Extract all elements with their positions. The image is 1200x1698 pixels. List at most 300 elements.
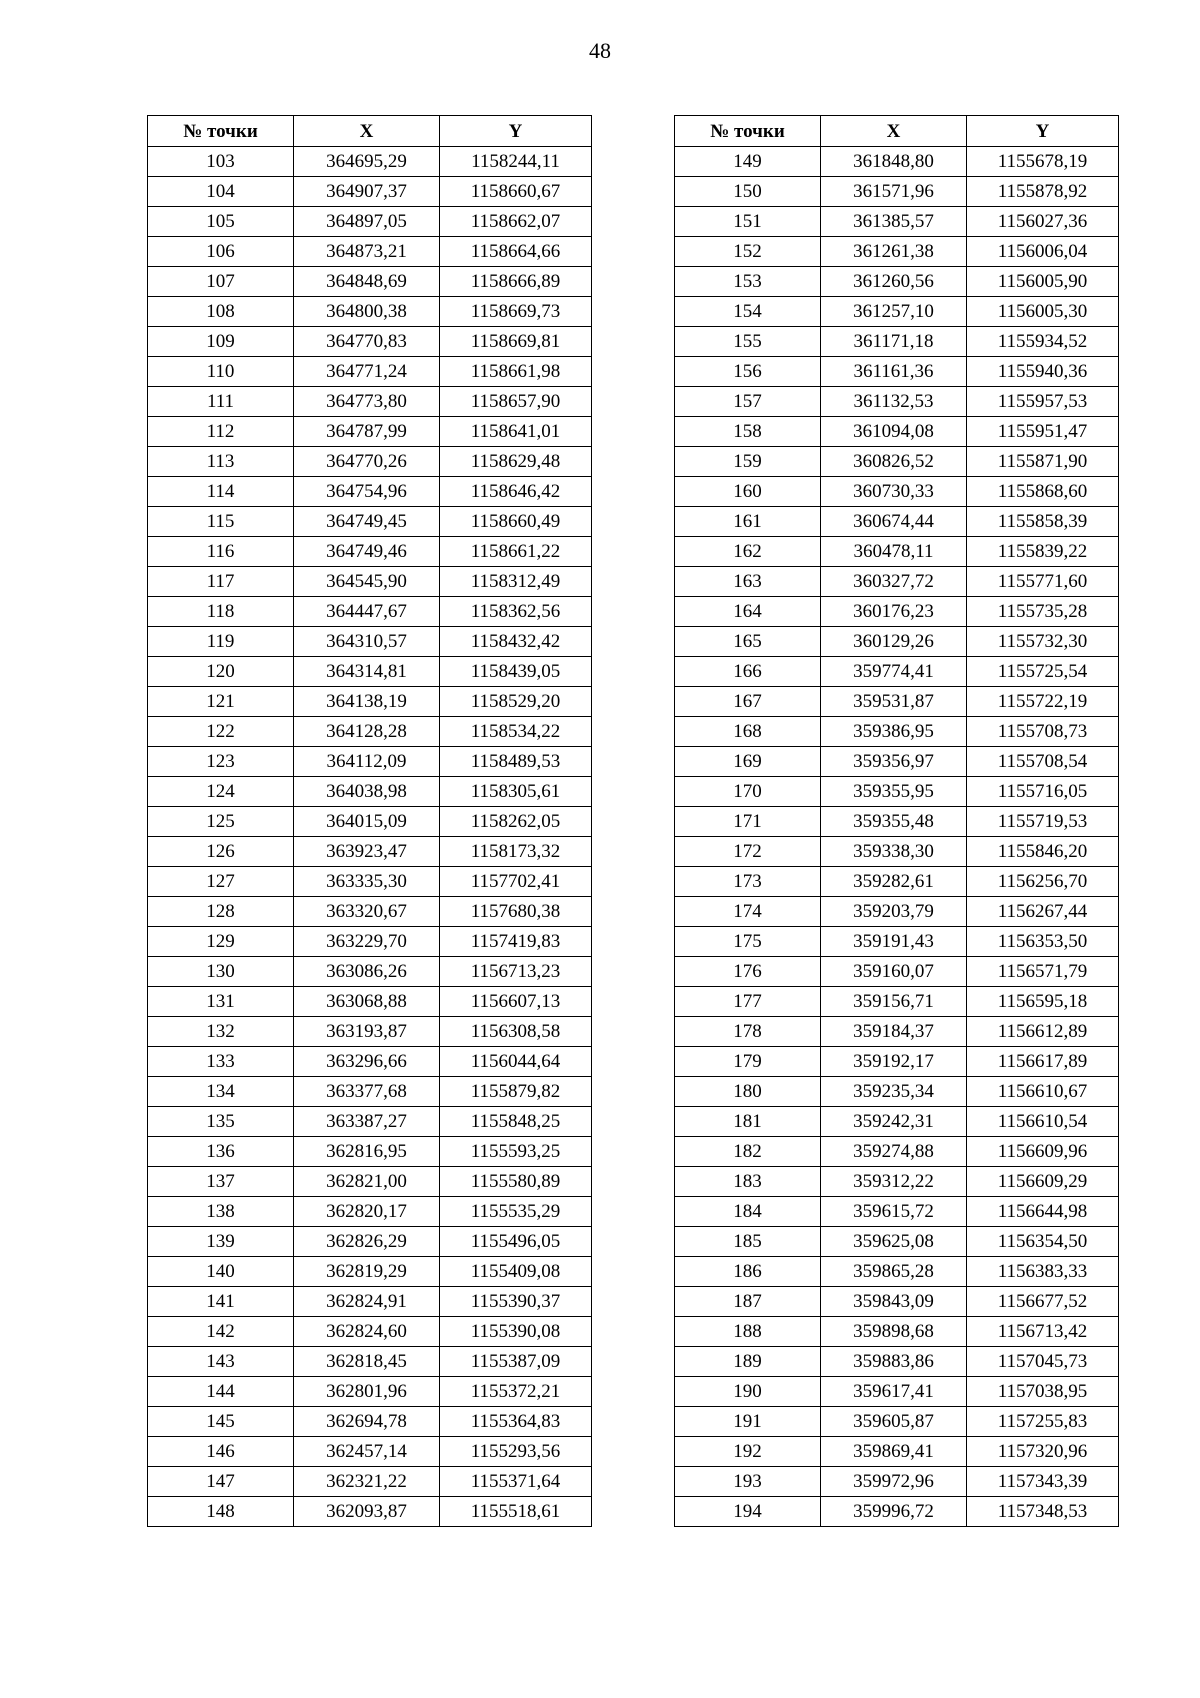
cell-point-number: 174	[675, 897, 821, 927]
cell-x: 360826,52	[821, 447, 967, 477]
header-y: Y	[440, 116, 592, 147]
cell-x: 360176,23	[821, 597, 967, 627]
cell-point-number: 106	[148, 237, 294, 267]
cell-y: 1158666,89	[440, 267, 592, 297]
cell-x: 360674,44	[821, 507, 967, 537]
cell-point-number: 139	[148, 1227, 294, 1257]
cell-x: 361257,10	[821, 297, 967, 327]
cell-y: 1156027,36	[967, 207, 1119, 237]
cell-y: 1155409,08	[440, 1257, 592, 1287]
cell-y: 1157702,41	[440, 867, 592, 897]
cell-x: 364695,29	[294, 147, 440, 177]
cell-x: 364770,26	[294, 447, 440, 477]
cell-x: 362816,95	[294, 1137, 440, 1167]
header-x: X	[821, 116, 967, 147]
cell-point-number: 146	[148, 1437, 294, 1467]
table-row	[675, 207, 1119, 237]
table-row	[675, 297, 1119, 327]
cell-y: 1158661,22	[440, 537, 592, 567]
cell-x: 363923,47	[294, 837, 440, 867]
cell-x: 362819,29	[294, 1257, 440, 1287]
cell-y: 1156713,23	[440, 957, 592, 987]
cell-x: 364545,90	[294, 567, 440, 597]
cell-point-number: 193	[675, 1467, 821, 1497]
cell-x: 361571,96	[821, 177, 967, 207]
cell-x: 364800,38	[294, 297, 440, 327]
table-body-right	[675, 147, 1119, 1527]
cell-point-number: 126	[148, 837, 294, 867]
coordinates-table-right	[674, 115, 1119, 1527]
table-row	[675, 1287, 1119, 1317]
cell-point-number: 173	[675, 867, 821, 897]
cell-x: 359625,08	[821, 1227, 967, 1257]
cell-y: 1156383,33	[967, 1257, 1119, 1287]
table-row	[148, 597, 592, 627]
cell-point-number: 130	[148, 957, 294, 987]
table-row	[148, 867, 592, 897]
cell-point-number: 112	[148, 417, 294, 447]
cell-y: 1157419,83	[440, 927, 592, 957]
cell-x: 359312,22	[821, 1167, 967, 1197]
cell-x: 362818,45	[294, 1347, 440, 1377]
cell-point-number: 133	[148, 1047, 294, 1077]
cell-x: 359356,97	[821, 747, 967, 777]
cell-y: 1155708,54	[967, 747, 1119, 777]
cell-x: 359605,87	[821, 1407, 967, 1437]
cell-x: 361132,53	[821, 387, 967, 417]
cell-x: 364314,81	[294, 657, 440, 687]
cell-y: 1158305,61	[440, 777, 592, 807]
cell-point-number: 143	[148, 1347, 294, 1377]
cell-point-number: 166	[675, 657, 821, 687]
cell-x: 363377,68	[294, 1077, 440, 1107]
table-row	[675, 1137, 1119, 1167]
cell-y: 1158312,49	[440, 567, 592, 597]
table-row	[675, 1257, 1119, 1287]
cell-x: 361171,18	[821, 327, 967, 357]
table-row	[675, 1017, 1119, 1047]
cell-y: 1156267,44	[967, 897, 1119, 927]
cell-x: 362694,78	[294, 1407, 440, 1437]
cell-point-number: 192	[675, 1437, 821, 1467]
table-row	[148, 207, 592, 237]
cell-point-number: 182	[675, 1137, 821, 1167]
cell-x: 360327,72	[821, 567, 967, 597]
table-row	[675, 327, 1119, 357]
cell-x: 363068,88	[294, 987, 440, 1017]
cell-y: 1155839,22	[967, 537, 1119, 567]
table-row	[675, 567, 1119, 597]
table-row	[148, 747, 592, 777]
cell-x: 363387,27	[294, 1107, 440, 1137]
cell-point-number: 191	[675, 1407, 821, 1437]
cell-x: 362093,87	[294, 1497, 440, 1527]
cell-point-number: 117	[148, 567, 294, 597]
table-row	[148, 1227, 592, 1257]
table-row	[148, 1407, 592, 1437]
cell-point-number: 122	[148, 717, 294, 747]
cell-y: 1157320,96	[967, 1437, 1119, 1467]
table-body-left	[148, 147, 592, 1527]
table-row	[148, 1377, 592, 1407]
coordinates-table-left	[147, 115, 592, 1527]
cell-point-number: 154	[675, 297, 821, 327]
cell-point-number: 172	[675, 837, 821, 867]
table-row	[675, 387, 1119, 417]
cell-y: 1155593,25	[440, 1137, 592, 1167]
cell-point-number: 150	[675, 177, 821, 207]
cell-point-number: 186	[675, 1257, 821, 1287]
table-row	[148, 417, 592, 447]
table-row	[148, 1467, 592, 1497]
cell-point-number: 137	[148, 1167, 294, 1197]
cell-point-number: 131	[148, 987, 294, 1017]
cell-x: 364038,98	[294, 777, 440, 807]
cell-y: 1156609,29	[967, 1167, 1119, 1197]
cell-y: 1155580,89	[440, 1167, 592, 1197]
cell-y: 1157255,83	[967, 1407, 1119, 1437]
cell-point-number: 110	[148, 357, 294, 387]
table-row	[675, 1407, 1119, 1437]
cell-y: 1155372,21	[440, 1377, 592, 1407]
cell-point-number: 178	[675, 1017, 821, 1047]
table-row	[148, 1317, 592, 1347]
table-row	[148, 237, 592, 267]
cell-x: 364771,24	[294, 357, 440, 387]
cell-y: 1158657,90	[440, 387, 592, 417]
cell-y: 1157680,38	[440, 897, 592, 927]
cell-x: 363086,26	[294, 957, 440, 987]
cell-x: 359617,41	[821, 1377, 967, 1407]
cell-x: 359869,41	[821, 1437, 967, 1467]
table-row	[148, 297, 592, 327]
cell-x: 364848,69	[294, 267, 440, 297]
cell-point-number: 135	[148, 1107, 294, 1137]
cell-x: 359355,48	[821, 807, 967, 837]
cell-point-number: 115	[148, 507, 294, 537]
cell-y: 1155708,73	[967, 717, 1119, 747]
table-row	[675, 807, 1119, 837]
cell-y: 1156005,30	[967, 297, 1119, 327]
header-y: Y	[967, 116, 1119, 147]
cell-y: 1158661,98	[440, 357, 592, 387]
cell-x: 359242,31	[821, 1107, 967, 1137]
cell-x: 364015,09	[294, 807, 440, 837]
table-row	[148, 357, 592, 387]
cell-point-number: 171	[675, 807, 821, 837]
cell-y: 1156006,04	[967, 237, 1119, 267]
cell-x: 359282,61	[821, 867, 967, 897]
cell-point-number: 189	[675, 1347, 821, 1377]
cell-x: 362321,22	[294, 1467, 440, 1497]
cell-point-number: 187	[675, 1287, 821, 1317]
cell-y: 1158244,11	[440, 147, 592, 177]
cell-point-number: 145	[148, 1407, 294, 1437]
cell-y: 1156308,58	[440, 1017, 592, 1047]
table-row	[148, 687, 592, 717]
cell-y: 1155735,28	[967, 597, 1119, 627]
table-row	[675, 1467, 1119, 1497]
cell-point-number: 149	[675, 147, 821, 177]
cell-y: 1157038,95	[967, 1377, 1119, 1407]
cell-y: 1156571,79	[967, 957, 1119, 987]
cell-y: 1158432,42	[440, 627, 592, 657]
table-row	[148, 987, 592, 1017]
cell-x: 359192,17	[821, 1047, 967, 1077]
cell-y: 1155518,61	[440, 1497, 592, 1527]
cell-point-number: 116	[148, 537, 294, 567]
cell-point-number: 138	[148, 1197, 294, 1227]
cell-x: 362824,91	[294, 1287, 440, 1317]
cell-point-number: 128	[148, 897, 294, 927]
cell-y: 1158664,66	[440, 237, 592, 267]
cell-y: 1158529,20	[440, 687, 592, 717]
table-row	[148, 1347, 592, 1377]
cell-point-number: 144	[148, 1377, 294, 1407]
cell-point-number: 170	[675, 777, 821, 807]
cell-y: 1155771,60	[967, 567, 1119, 597]
table-row	[675, 627, 1119, 657]
cell-y: 1155934,52	[967, 327, 1119, 357]
cell-y: 1155678,19	[967, 147, 1119, 177]
cell-x: 363296,66	[294, 1047, 440, 1077]
cell-point-number: 159	[675, 447, 821, 477]
cell-x: 363229,70	[294, 927, 440, 957]
cell-point-number: 151	[675, 207, 821, 237]
table-row	[675, 177, 1119, 207]
cell-y: 1155858,39	[967, 507, 1119, 537]
cell-y: 1156610,67	[967, 1077, 1119, 1107]
cell-x: 362824,60	[294, 1317, 440, 1347]
cell-point-number: 104	[148, 177, 294, 207]
table-row	[148, 537, 592, 567]
cell-point-number: 158	[675, 417, 821, 447]
cell-point-number: 118	[148, 597, 294, 627]
header-x: X	[294, 116, 440, 147]
table-row	[148, 1257, 592, 1287]
cell-point-number: 153	[675, 267, 821, 297]
cell-point-number: 132	[148, 1017, 294, 1047]
cell-y: 1156353,50	[967, 927, 1119, 957]
cell-x: 364112,09	[294, 747, 440, 777]
cell-y: 1156677,52	[967, 1287, 1119, 1317]
table-row	[148, 567, 592, 597]
table-row	[675, 1197, 1119, 1227]
cell-x: 359355,95	[821, 777, 967, 807]
cell-point-number: 162	[675, 537, 821, 567]
cell-x: 359386,95	[821, 717, 967, 747]
cell-x: 361261,38	[821, 237, 967, 267]
cell-point-number: 141	[148, 1287, 294, 1317]
cell-x: 360730,33	[821, 477, 967, 507]
table-row	[148, 1077, 592, 1107]
cell-point-number: 184	[675, 1197, 821, 1227]
cell-y: 1155387,09	[440, 1347, 592, 1377]
cell-x: 359338,30	[821, 837, 967, 867]
cell-y: 1155848,25	[440, 1107, 592, 1137]
cell-x: 361848,80	[821, 147, 967, 177]
cell-y: 1158669,73	[440, 297, 592, 327]
cell-y: 1157045,73	[967, 1347, 1119, 1377]
table-row	[148, 657, 592, 687]
table-header-row	[148, 116, 592, 147]
cell-y: 1157343,39	[967, 1467, 1119, 1497]
cell-y: 1155719,53	[967, 807, 1119, 837]
cell-x: 359972,96	[821, 1467, 967, 1497]
cell-x: 361385,57	[821, 207, 967, 237]
table-row	[675, 837, 1119, 867]
cell-x: 361161,36	[821, 357, 967, 387]
cell-y: 1155732,30	[967, 627, 1119, 657]
table-row	[675, 1497, 1119, 1527]
cell-point-number: 176	[675, 957, 821, 987]
cell-x: 359615,72	[821, 1197, 967, 1227]
cell-x: 360478,11	[821, 537, 967, 567]
cell-x: 363320,67	[294, 897, 440, 927]
cell-point-number: 103	[148, 147, 294, 177]
table-row	[148, 777, 592, 807]
table-row	[675, 1347, 1119, 1377]
table-row	[148, 957, 592, 987]
cell-x: 359996,72	[821, 1497, 967, 1527]
cell-x: 364754,96	[294, 477, 440, 507]
table-row	[675, 1167, 1119, 1197]
cell-y: 1156044,64	[440, 1047, 592, 1077]
cell-x: 362820,17	[294, 1197, 440, 1227]
cell-point-number: 188	[675, 1317, 821, 1347]
table-row	[148, 477, 592, 507]
table-row	[675, 1437, 1119, 1467]
cell-x: 364749,46	[294, 537, 440, 567]
cell-point-number: 105	[148, 207, 294, 237]
table-row	[148, 1137, 592, 1167]
table-row	[148, 1167, 592, 1197]
table-row	[148, 837, 592, 867]
cell-y: 1155535,29	[440, 1197, 592, 1227]
cell-y: 1158439,05	[440, 657, 592, 687]
cell-x: 359203,79	[821, 897, 967, 927]
cell-point-number: 134	[148, 1077, 294, 1107]
cell-point-number: 164	[675, 597, 821, 627]
cell-point-number: 123	[148, 747, 294, 777]
cell-y: 1158629,48	[440, 447, 592, 477]
cell-point-number: 109	[148, 327, 294, 357]
cell-y: 1156612,89	[967, 1017, 1119, 1047]
cell-x: 359865,28	[821, 1257, 967, 1287]
table-row	[148, 177, 592, 207]
cell-x: 361094,08	[821, 417, 967, 447]
cell-y: 1155716,05	[967, 777, 1119, 807]
cell-y: 1155846,20	[967, 837, 1119, 867]
table-row	[675, 1377, 1119, 1407]
table-row	[148, 1497, 592, 1527]
cell-point-number: 169	[675, 747, 821, 777]
cell-point-number: 161	[675, 507, 821, 537]
table-header-row	[675, 116, 1119, 147]
table-row	[148, 927, 592, 957]
cell-point-number: 157	[675, 387, 821, 417]
cell-y: 1156005,90	[967, 267, 1119, 297]
cell-point-number: 152	[675, 237, 821, 267]
cell-y: 1155390,08	[440, 1317, 592, 1347]
table-row	[148, 387, 592, 417]
table-row	[148, 807, 592, 837]
cell-x: 364873,21	[294, 237, 440, 267]
cell-y: 1158173,32	[440, 837, 592, 867]
cell-x: 364447,67	[294, 597, 440, 627]
table-row	[148, 147, 592, 177]
cell-y: 1155725,54	[967, 657, 1119, 687]
cell-point-number: 168	[675, 717, 821, 747]
table-row	[148, 1287, 592, 1317]
table-row	[675, 1077, 1119, 1107]
cell-x: 362457,14	[294, 1437, 440, 1467]
table-row	[675, 447, 1119, 477]
cell-y: 1156256,70	[967, 867, 1119, 897]
cell-y: 1155871,90	[967, 447, 1119, 477]
cell-y: 1158534,22	[440, 717, 592, 747]
table-row	[148, 1017, 592, 1047]
table-row	[675, 1317, 1119, 1347]
table-row	[675, 777, 1119, 807]
cell-x: 364138,19	[294, 687, 440, 717]
cell-point-number: 160	[675, 477, 821, 507]
cell-point-number: 194	[675, 1497, 821, 1527]
cell-point-number: 114	[148, 477, 294, 507]
cell-x: 364749,45	[294, 507, 440, 537]
table-row	[148, 897, 592, 927]
cell-x: 359160,07	[821, 957, 967, 987]
table-row	[675, 1227, 1119, 1257]
table-row	[675, 717, 1119, 747]
cell-x: 364770,83	[294, 327, 440, 357]
cell-point-number: 175	[675, 927, 821, 957]
cell-y: 1155390,37	[440, 1287, 592, 1317]
table-row	[675, 987, 1119, 1017]
table-row	[675, 957, 1119, 987]
cell-point-number: 136	[148, 1137, 294, 1167]
cell-point-number: 183	[675, 1167, 821, 1197]
cell-y: 1156607,13	[440, 987, 592, 1017]
cell-y: 1156617,89	[967, 1047, 1119, 1077]
cell-x: 364128,28	[294, 717, 440, 747]
table-row	[675, 597, 1119, 627]
cell-point-number: 165	[675, 627, 821, 657]
cell-y: 1158660,49	[440, 507, 592, 537]
cell-x: 359274,88	[821, 1137, 967, 1167]
cell-x: 360129,26	[821, 627, 967, 657]
table-row	[148, 507, 592, 537]
cell-x: 359235,34	[821, 1077, 967, 1107]
table-row	[675, 1047, 1119, 1077]
cell-point-number: 119	[148, 627, 294, 657]
table-row	[148, 1107, 592, 1137]
table-row	[148, 1197, 592, 1227]
table-row	[675, 747, 1119, 777]
table-row	[675, 237, 1119, 267]
cell-y: 1156609,96	[967, 1137, 1119, 1167]
cell-x: 363335,30	[294, 867, 440, 897]
cell-point-number: 140	[148, 1257, 294, 1287]
table-row	[675, 1107, 1119, 1137]
cell-point-number: 111	[148, 387, 294, 417]
cell-y: 1158660,67	[440, 177, 592, 207]
cell-point-number: 179	[675, 1047, 821, 1077]
cell-y: 1155293,56	[440, 1437, 592, 1467]
cell-y: 1155878,92	[967, 177, 1119, 207]
cell-point-number: 108	[148, 297, 294, 327]
cell-x: 363193,87	[294, 1017, 440, 1047]
